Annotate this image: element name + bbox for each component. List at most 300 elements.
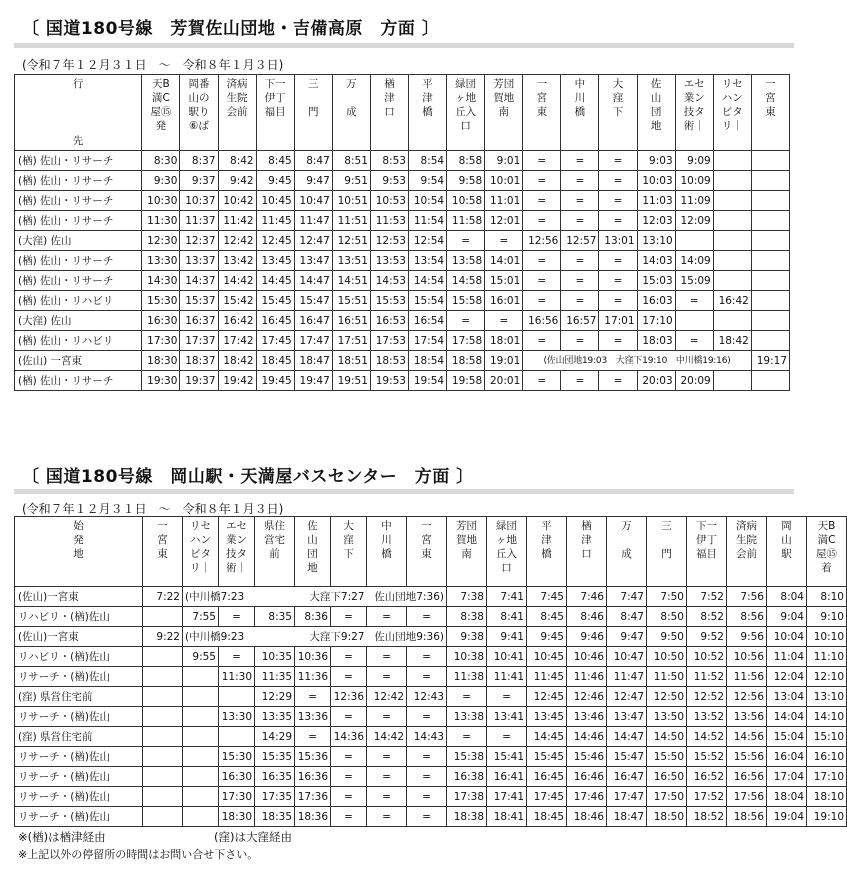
time-cell: 15:53 (370, 291, 408, 311)
stop-header: 天B 満C 屋⑮ 着 (807, 517, 847, 587)
time-cell: 14:37 (180, 271, 218, 291)
time-cell: 10:47 (607, 647, 647, 667)
time-cell: = (331, 707, 367, 727)
time-cell: 19:10 (807, 807, 847, 827)
time-cell: 19:04 (767, 807, 807, 827)
time-cell: 16:50 (647, 767, 687, 787)
time-cell: 19:01 (485, 351, 523, 371)
destination-cell: (楢) 佐山・リサーチ (15, 271, 142, 291)
time-cell: 11:50 (647, 667, 687, 687)
time-cell: 19:54 (408, 371, 446, 391)
time-cell: 11:51 (332, 211, 370, 231)
time-cell: 11:38 (447, 667, 487, 687)
time-cell: 8:52 (687, 607, 727, 627)
time-cell: 8:46 (567, 607, 607, 627)
time-cell: 19:37 (180, 371, 218, 391)
section1-period: (令和７年１２月３１日 ～ 令和８年１月３日) (22, 58, 284, 72)
footnote-narazu: ※(楢)は楢津経由 (18, 830, 106, 844)
time-cell: 11:36 (295, 667, 331, 687)
time-cell: 15:45 (527, 747, 567, 767)
empty-cell (143, 647, 183, 667)
time-cell: 14:50 (647, 727, 687, 747)
time-cell: = (407, 607, 447, 627)
time-cell: 12:42 (367, 687, 407, 707)
timetable-outbound (14, 74, 790, 391)
time-cell: = (561, 251, 599, 271)
time-cell: 12:10 (807, 667, 847, 687)
stop-header: 緑団 ヶ地 丘入 口 (447, 75, 485, 151)
time-cell: = (561, 331, 599, 351)
time-cell: 8:58 (447, 151, 485, 171)
footnote-okubo: (窪)は大窪経由 (214, 830, 292, 844)
time-cell: 18:03 (637, 331, 675, 351)
table-row (15, 747, 847, 767)
table-row (15, 807, 847, 827)
time-cell: 11:03 (637, 191, 675, 211)
empty-cell (183, 787, 219, 807)
time-cell: 15:54 (408, 291, 446, 311)
time-cell: 19:47 (294, 371, 332, 391)
time-cell: 17:47 (607, 787, 647, 807)
time-cell: 11:37 (180, 211, 218, 231)
time-cell: 9:58 (447, 171, 485, 191)
destination-header (15, 75, 142, 151)
time-cell: 10:03 (637, 171, 675, 191)
time-cell: 20:01 (485, 371, 523, 391)
time-cell: 11:30 (142, 211, 180, 231)
time-cell: 14:01 (485, 251, 523, 271)
empty-cell (183, 727, 219, 747)
stop-header: 一 宮 東 (407, 517, 447, 587)
time-cell: 20:09 (675, 371, 713, 391)
time-cell: 17:50 (647, 787, 687, 807)
time-cell: 17:56 (727, 787, 767, 807)
stop-header: 下一 伊丁 福目 (687, 517, 727, 587)
stop-header: 岡 山 駅 (767, 517, 807, 587)
footnote-inquiry: ※上記以外の停留所の時間はお問い合せ下さい。 (18, 848, 259, 861)
empty-cell (713, 311, 751, 331)
time-cell: 9:55 (183, 647, 219, 667)
time-cell: 16:45 (256, 311, 294, 331)
destination-header-bottom: 先 (72, 135, 84, 147)
time-cell: 17:30 (219, 787, 255, 807)
time-cell: = (331, 607, 367, 627)
time-cell: 8:47 (607, 607, 647, 627)
time-cell: 17:35 (255, 787, 295, 807)
time-cell: 13:36 (295, 707, 331, 727)
time-cell: 14:46 (567, 727, 607, 747)
time-cell: = (367, 747, 407, 767)
destination-cell: (大窪) 佐山 (15, 311, 142, 331)
time-cell: 15:10 (807, 727, 847, 747)
stop-header: 岡番 山の 駅り ⑥ば (180, 75, 218, 151)
empty-cell (751, 151, 789, 171)
time-cell: 13:10 (637, 231, 675, 251)
empty-cell (183, 687, 219, 707)
time-cell: 9:46 (567, 627, 607, 647)
via-note: (中川橋7:23 (183, 587, 295, 607)
time-cell: 16:10 (807, 747, 847, 767)
stop-header: 中 川 橋 (367, 517, 407, 587)
time-cell: 10:45 (527, 647, 567, 667)
time-cell: 12:56 (523, 231, 561, 251)
time-cell: 13:51 (332, 251, 370, 271)
time-cell: 17:37 (180, 331, 218, 351)
time-cell: 14:36 (331, 727, 367, 747)
time-cell: 8:50 (647, 607, 687, 627)
destination-cell: (楢) 佐山・リサーチ (15, 211, 142, 231)
time-cell: 16:30 (142, 311, 180, 331)
time-cell: 9:47 (294, 171, 332, 191)
time-cell: 13:42 (218, 251, 256, 271)
table-row (15, 687, 847, 707)
time-cell: 10:56 (727, 647, 767, 667)
time-cell: 14:43 (407, 727, 447, 747)
time-cell: = (599, 191, 637, 211)
time-cell: 18:01 (485, 331, 523, 351)
time-cell: 11:47 (607, 667, 647, 687)
time-cell: 10:42 (218, 191, 256, 211)
time-cell: 15:37 (180, 291, 218, 311)
origin-cell: リサーチ・(楢)佐山 (15, 707, 143, 727)
empty-cell (675, 231, 713, 251)
time-cell: 15:30 (219, 747, 255, 767)
section1-title: 〔 国道180号線 芳賀佐山団地・吉備高原 方面 〕 (22, 19, 440, 39)
stop-header: 大 窪 下 (599, 75, 637, 151)
time-cell: 9:30 (142, 171, 180, 191)
time-cell: = (675, 331, 713, 351)
via-note: (佐山団地19:03 大窪下19:10 中川橋19:16) (523, 351, 752, 371)
time-cell: 8:30 (142, 151, 180, 171)
time-cell: = (407, 667, 447, 687)
origin-cell: リサーチ・(楢)佐山 (15, 667, 143, 687)
time-cell: = (561, 211, 599, 231)
time-cell: 10:58 (447, 191, 485, 211)
time-cell: = (407, 787, 447, 807)
time-cell: 9:37 (180, 171, 218, 191)
time-cell: 11:35 (255, 667, 295, 687)
origin-cell: (窪) 県営住宅前 (15, 687, 143, 707)
time-cell: 10:47 (294, 191, 332, 211)
time-cell: 13:10 (807, 687, 847, 707)
time-cell: = (561, 151, 599, 171)
time-cell: 10:04 (767, 627, 807, 647)
time-cell: 11:41 (487, 667, 527, 687)
time-cell: 16:37 (180, 311, 218, 331)
empty-cell (183, 807, 219, 827)
time-cell: 19:45 (256, 371, 294, 391)
time-cell: 15:50 (647, 747, 687, 767)
time-cell: 7:52 (687, 587, 727, 607)
time-cell: 16:42 (713, 291, 751, 311)
time-cell: 15:04 (767, 727, 807, 747)
stop-header: 三 門 (647, 517, 687, 587)
stop-header: 平 津 橋 (408, 75, 446, 151)
empty-cell (751, 291, 789, 311)
time-cell: 19:42 (218, 371, 256, 391)
time-cell: 18:47 (607, 807, 647, 827)
time-cell: 10:46 (567, 647, 607, 667)
empty-cell (751, 271, 789, 291)
empty-cell (143, 687, 183, 707)
time-cell: 17:04 (767, 767, 807, 787)
time-cell: 18:58 (447, 351, 485, 371)
time-cell: 8:53 (370, 151, 408, 171)
time-cell: 18:46 (567, 807, 607, 827)
table-row (15, 231, 790, 251)
time-cell: 9:53 (370, 171, 408, 191)
time-cell: 17:10 (637, 311, 675, 331)
time-cell: 12:03 (637, 211, 675, 231)
time-cell: 7:50 (647, 587, 687, 607)
time-cell: 18:51 (332, 351, 370, 371)
time-cell: = (561, 271, 599, 291)
time-cell: 16:52 (687, 767, 727, 787)
time-cell: = (523, 171, 561, 191)
time-cell: 10:45 (256, 191, 294, 211)
time-cell: 13:58 (447, 251, 485, 271)
stop-header: 一 宮 東 (751, 75, 789, 151)
time-cell: 12:57 (561, 231, 599, 251)
stop-header: 佐 山 団 地 (295, 517, 331, 587)
time-cell: 9:41 (487, 627, 527, 647)
time-cell: = (599, 251, 637, 271)
section2-title-rule (14, 489, 794, 494)
time-cell: 18:41 (487, 807, 527, 827)
time-cell: 7:46 (567, 587, 607, 607)
stop-header: リセ ハン ビタ リ｜ (183, 517, 219, 587)
table-row (15, 291, 790, 311)
empty-cell (143, 667, 183, 687)
time-cell: 12:52 (687, 687, 727, 707)
time-cell: 13:45 (527, 707, 567, 727)
time-cell: 9:42 (218, 171, 256, 191)
time-cell: 10:35 (255, 647, 295, 667)
destination-cell: (楢) 佐山・リハビリ (15, 291, 142, 311)
time-cell: = (599, 291, 637, 311)
time-cell: 15:41 (487, 747, 527, 767)
empty-cell (713, 231, 751, 251)
time-cell: = (331, 807, 367, 827)
table-row (15, 311, 790, 331)
table-row (15, 171, 790, 191)
table-row (15, 191, 790, 211)
time-cell: 14:52 (687, 727, 727, 747)
time-cell: 18:56 (727, 807, 767, 827)
section2-period: (令和７年１２月３１日 ～ 令和８年１月３日) (22, 502, 284, 516)
section1-title-rule (14, 43, 794, 48)
time-cell: 16:56 (727, 767, 767, 787)
time-cell: 16:38 (447, 767, 487, 787)
time-cell: 11:53 (370, 211, 408, 231)
time-cell: 15:09 (675, 271, 713, 291)
time-cell: 17:36 (295, 787, 331, 807)
origin-cell: リサーチ・(楢)佐山 (15, 787, 143, 807)
time-cell: 15:52 (687, 747, 727, 767)
time-cell: 16:57 (561, 311, 599, 331)
time-cell: 19:53 (370, 371, 408, 391)
time-cell: 16:56 (523, 311, 561, 331)
time-cell: 16:42 (218, 311, 256, 331)
time-cell: 8:36 (295, 607, 331, 627)
time-cell: 14:58 (447, 271, 485, 291)
time-cell: 12:36 (331, 687, 367, 707)
time-cell: 15:36 (295, 747, 331, 767)
empty-cell (143, 747, 183, 767)
time-cell: 12:50 (647, 687, 687, 707)
time-cell: 18:42 (218, 351, 256, 371)
time-cell: 18:30 (142, 351, 180, 371)
time-cell: 10:51 (332, 191, 370, 211)
empty-cell (751, 371, 789, 391)
time-cell: = (219, 607, 255, 627)
time-cell: 10:52 (687, 647, 727, 667)
time-cell: 9:45 (256, 171, 294, 191)
stop-header: 平 津 橋 (527, 517, 567, 587)
time-cell: 17:58 (447, 331, 485, 351)
time-cell: 8:10 (807, 587, 847, 607)
time-cell: 17:47 (294, 331, 332, 351)
time-cell: = (367, 787, 407, 807)
empty-cell (183, 747, 219, 767)
time-cell: 8:51 (332, 151, 370, 171)
time-cell: = (407, 747, 447, 767)
time-cell: 17:46 (567, 787, 607, 807)
destination-cell: (楢) 佐山・リサーチ (15, 151, 142, 171)
time-cell: 18:45 (256, 351, 294, 371)
time-cell: 14:54 (408, 271, 446, 291)
time-cell: = (367, 667, 407, 687)
stop-header: 済病 生院 会前 (727, 517, 767, 587)
time-cell: = (523, 251, 561, 271)
time-cell: = (219, 647, 255, 667)
time-cell: = (331, 667, 367, 687)
time-cell: 10:10 (807, 627, 847, 647)
stop-header: リセ ハン ビタ リ｜ (713, 75, 751, 151)
empty-cell (143, 607, 183, 627)
time-cell: 8:45 (256, 151, 294, 171)
table-row (15, 667, 847, 687)
origin-cell: リハビリ・(楢)佐山 (15, 607, 143, 627)
via-note: 大窪下7:27 (295, 587, 367, 607)
time-cell: 12:01 (485, 211, 523, 231)
time-cell: 15:42 (218, 291, 256, 311)
time-cell: = (523, 331, 561, 351)
time-cell: 12:37 (180, 231, 218, 251)
time-cell: 18:38 (447, 807, 487, 827)
time-cell: 8:54 (408, 151, 446, 171)
time-cell: 13:30 (142, 251, 180, 271)
stop-header: 一 宮 東 (143, 517, 183, 587)
time-cell: = (523, 271, 561, 291)
time-cell: 9:04 (767, 607, 807, 627)
time-cell: 7:47 (607, 587, 647, 607)
stop-header: エセ 業ン 技タ 術｜ (675, 75, 713, 151)
stop-header: 中 川 橋 (561, 75, 599, 151)
time-cell: = (599, 171, 637, 191)
time-cell: 9:51 (332, 171, 370, 191)
time-cell: 19:17 (751, 351, 789, 371)
time-cell: 14:10 (807, 707, 847, 727)
time-cell: 14:45 (527, 727, 567, 747)
time-cell: = (523, 191, 561, 211)
time-cell: 8:37 (180, 151, 218, 171)
time-cell: 10:01 (485, 171, 523, 191)
time-cell: 9:10 (807, 607, 847, 627)
time-cell: 14:29 (255, 727, 295, 747)
time-cell: = (407, 647, 447, 667)
empty-cell (183, 667, 219, 687)
time-cell: 9:22 (143, 627, 183, 647)
time-cell: 18:10 (807, 787, 847, 807)
via-note: 佐山団地7:36) (367, 587, 447, 607)
stop-header: 万 成 (607, 517, 647, 587)
stop-header: 下一 伊丁 福目 (256, 75, 294, 151)
time-cell: 14:03 (637, 251, 675, 271)
time-cell: 17:30 (142, 331, 180, 351)
destination-cell: (楢) 佐山・リサーチ (15, 371, 142, 391)
time-cell: = (295, 727, 331, 747)
empty-cell (713, 151, 751, 171)
stop-header: 天B 満C 屋⑮ 発 (142, 75, 180, 151)
stop-header: 一 宮 東 (523, 75, 561, 151)
time-cell: 18:35 (255, 807, 295, 827)
time-cell: = (485, 231, 523, 251)
time-cell: 18:54 (408, 351, 446, 371)
time-cell: 11:01 (485, 191, 523, 211)
time-cell: 15:51 (332, 291, 370, 311)
time-cell: 11:56 (727, 667, 767, 687)
time-cell: 16:47 (607, 767, 647, 787)
empty-cell (183, 707, 219, 727)
time-cell: = (447, 231, 485, 251)
time-cell: 14:42 (218, 271, 256, 291)
stop-header: 芳団 賀地 南 (447, 517, 487, 587)
time-cell: 13:35 (255, 707, 295, 727)
time-cell: 16:46 (567, 767, 607, 787)
time-cell: 8:56 (727, 607, 767, 627)
destination-cell: (楢) 佐山・リサーチ (15, 171, 142, 191)
time-cell: 15:56 (727, 747, 767, 767)
table-row (15, 331, 790, 351)
time-cell: 16:45 (527, 767, 567, 787)
time-cell: 9:47 (607, 627, 647, 647)
empty-cell (219, 727, 255, 747)
time-cell: 15:01 (485, 271, 523, 291)
empty-cell (143, 767, 183, 787)
time-cell: 11:47 (294, 211, 332, 231)
empty-cell (751, 331, 789, 351)
time-cell: 11:45 (527, 667, 567, 687)
time-cell: 7:55 (183, 607, 219, 627)
time-cell: 12:51 (332, 231, 370, 251)
table-row (15, 767, 847, 787)
destination-cell: (楢) 佐山・リサーチ (15, 251, 142, 271)
time-cell: 18:37 (180, 351, 218, 371)
stop-header: 緑団 ヶ地 丘入 口 (487, 517, 527, 587)
time-cell: 16:01 (485, 291, 523, 311)
time-cell: 12:46 (567, 687, 607, 707)
time-cell: 16:36 (295, 767, 331, 787)
time-cell: 15:47 (294, 291, 332, 311)
time-cell: = (523, 371, 561, 391)
time-cell: 9:56 (727, 627, 767, 647)
time-cell: = (599, 371, 637, 391)
time-cell: 16:35 (255, 767, 295, 787)
stop-header: 大 窪 下 (331, 517, 367, 587)
time-cell: 11:04 (767, 647, 807, 667)
time-cell: = (599, 331, 637, 351)
